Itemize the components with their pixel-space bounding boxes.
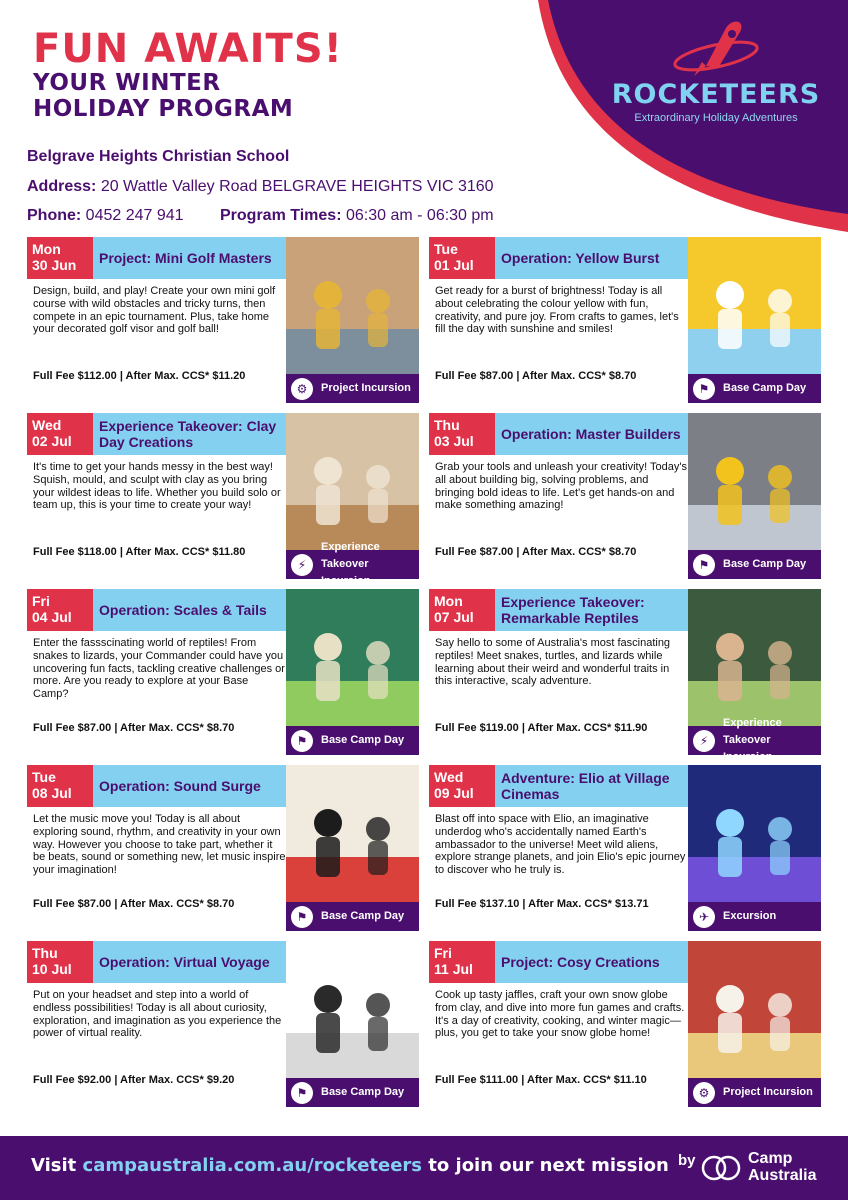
day-of-week: Fri bbox=[32, 593, 50, 609]
activity-title bbox=[495, 413, 688, 455]
activity-type-badge bbox=[688, 374, 821, 403]
day-of-week: Tue bbox=[434, 241, 458, 257]
day-of-week: Wed bbox=[32, 417, 62, 433]
activity-type-badge bbox=[286, 902, 419, 931]
activity-description: Get ready for a burst of brightness! Today is all about celebrating the colour yellow with fun, creativity, and pure joy. From crafts to games, let's fill the day with sunshine and smiles! bbox=[435, 285, 679, 336]
address-label: Address: bbox=[27, 178, 97, 195]
program-headline bbox=[33, 28, 343, 122]
activity-type-badge bbox=[688, 717, 821, 763]
cta-suffix: to join our next mission bbox=[422, 1155, 669, 1176]
activity-type-label: Excursion bbox=[723, 910, 777, 922]
address-line bbox=[27, 178, 494, 196]
headline-subtitle-line2: HOLIDAY PROGRAM bbox=[33, 96, 294, 122]
activity-title-text: Adventure: Elio at Village Cinemas bbox=[501, 770, 670, 802]
day-card bbox=[429, 413, 821, 579]
footer-bar bbox=[0, 1136, 848, 1200]
activity-title-text: Operation: Master Builders bbox=[501, 426, 681, 442]
gear-icon: ⚙ bbox=[291, 378, 313, 400]
headline-subtitle-line1: YOUR WINTER bbox=[33, 70, 221, 96]
day-date: 02 Jul bbox=[32, 433, 72, 449]
rocket-logo-icon bbox=[666, 18, 766, 78]
activity-photo bbox=[688, 589, 821, 726]
activity-fees: Full Fee $137.10 | After Max. CCS* $13.71 bbox=[435, 898, 649, 910]
activity-fees: Full Fee $112.00 | After Max. CCS* $11.20 bbox=[33, 370, 246, 382]
activity-title bbox=[495, 237, 688, 279]
activity-title-text: Experience Takeover: Clay Day Creations bbox=[99, 418, 277, 450]
activity-photo bbox=[688, 413, 821, 550]
activity-title-text: Project: Mini Golf Masters bbox=[99, 250, 272, 266]
activity-description: Enter the fassscinating world of reptiles! From snakes to lizards, your Commander could have you uncovering fun facts, tackling creative challenges or more. Are you ready to explore at your Base Camp? bbox=[33, 637, 285, 701]
rocket-icon: ✈ bbox=[693, 906, 715, 928]
program-times-value: 06:30 am - 06:30 pm bbox=[345, 207, 494, 224]
day-card bbox=[27, 237, 419, 403]
day-card bbox=[27, 413, 419, 587]
activity-type-label: Base Camp Day bbox=[723, 558, 807, 570]
activity-description: Design, build, and play! Create your own mini golf course with wild obstacles and tricky turns, then compete in an epic tournament. Plus, take home your decorated golf visor and golf ball! bbox=[33, 285, 276, 336]
day-card bbox=[429, 589, 821, 763]
partner-name-line2: Australia bbox=[748, 1167, 817, 1184]
day-date: 01 Jul bbox=[434, 257, 474, 273]
activity-description: Let the music move you! Today is all about exploring sound, rhythm, and creativity in your own way. However you choose to take part, whether it be beats, sound or something new, let music inspire your imagination! bbox=[33, 813, 286, 877]
flag-icon: ⚑ bbox=[693, 554, 715, 576]
cta-link[interactable]: campaustralia.com.au/rocketeers bbox=[82, 1155, 423, 1176]
activity-fees: Full Fee $118.00 | After Max. CCS* $11.80 bbox=[33, 546, 246, 558]
partner-name bbox=[748, 1150, 816, 1184]
activity-type-label: Base Camp Day bbox=[321, 910, 405, 922]
day-date-badge bbox=[429, 941, 495, 983]
by-label: by bbox=[678, 1152, 696, 1169]
activity-type-badge bbox=[688, 1078, 821, 1107]
activity-type-badge bbox=[688, 902, 821, 931]
brand-name: ROCKETEERS bbox=[611, 79, 821, 110]
day-card bbox=[429, 237, 821, 403]
activity-title bbox=[93, 589, 286, 631]
day-date-badge bbox=[429, 589, 495, 631]
lightning-icon: ⚡ bbox=[291, 554, 313, 576]
activity-fees: Full Fee $92.00 | After Max. CCS* $9.20 bbox=[33, 1074, 235, 1086]
activity-description: Say hello to some of Australia's most fascinating reptiles! Meet snakes, turtles, and lizards while learning about their weird and wonderful traits in this interactive, scaly adventure. bbox=[435, 637, 671, 688]
activity-type-badge bbox=[286, 541, 419, 587]
activity-fees: Full Fee $119.00 | After Max. CCS* $11.90 bbox=[435, 722, 648, 734]
activity-title bbox=[93, 765, 286, 807]
activity-photo bbox=[286, 237, 419, 374]
activity-type-label: Base Camp Day bbox=[321, 1086, 405, 1098]
activity-description: Grab your tools and unleash your creativity! Today's all about building big, solving problems, and bringing bold ideas to life. Let's get hands-on and make something amazing! bbox=[435, 461, 687, 512]
address-value: 20 Wattle Valley Road BELGRAVE HEIGHTS VIC 3160 bbox=[100, 178, 494, 195]
activity-title-text: Operation: Scales & Tails bbox=[99, 602, 267, 618]
activity-type-label: Experience Takeover Incursion bbox=[321, 541, 380, 587]
day-date: 10 Jul bbox=[32, 961, 72, 977]
day-date-badge bbox=[27, 589, 93, 631]
activity-type-label: Project Incursion bbox=[321, 382, 411, 394]
activity-type-label: Base Camp Day bbox=[723, 382, 807, 394]
activity-title bbox=[495, 589, 688, 631]
day-date: 09 Jul bbox=[434, 785, 474, 801]
phone-label: Phone: bbox=[27, 207, 82, 224]
day-card bbox=[429, 941, 821, 1107]
activity-fees: Full Fee $87.00 | After Max. CCS* $8.70 bbox=[435, 546, 637, 558]
day-date-badge bbox=[429, 237, 495, 279]
day-of-week: Tue bbox=[32, 769, 56, 785]
headline-title: FUN AWAITS! bbox=[33, 26, 343, 72]
phone-value: 0452 247 941 bbox=[85, 207, 184, 224]
day-date-badge bbox=[27, 941, 93, 983]
activity-fees: Full Fee $87.00 | After Max. CCS* $8.70 bbox=[33, 898, 235, 910]
phone-line bbox=[27, 207, 184, 225]
flag-icon: ⚑ bbox=[291, 906, 313, 928]
day-date: 03 Jul bbox=[434, 433, 474, 449]
day-of-week: Mon bbox=[434, 593, 463, 609]
flag-icon: ⚑ bbox=[693, 378, 715, 400]
activity-type-label: Project Incursion bbox=[723, 1086, 813, 1098]
activity-description: Cook up tasty jaffles, craft your own snow globe from clay, and dive into more fun games and crafts. It's a day of creativity, cooking, and winter magic—plus, you get to take your snow globe home! bbox=[435, 989, 685, 1040]
rocketeers-brand bbox=[598, 18, 834, 138]
day-date-badge bbox=[429, 765, 495, 807]
day-of-week: Wed bbox=[434, 769, 464, 785]
activity-fees: Full Fee $111.00 | After Max. CCS* $11.10 bbox=[435, 1074, 647, 1086]
day-date-badge bbox=[429, 413, 495, 455]
activity-photo bbox=[286, 589, 419, 726]
day-of-week: Thu bbox=[32, 945, 58, 961]
activity-title-text: Operation: Sound Surge bbox=[99, 778, 261, 794]
activity-title-text: Project: Cosy Creations bbox=[501, 954, 660, 970]
activity-fees: Full Fee $87.00 | After Max. CCS* $8.70 bbox=[33, 722, 235, 734]
day-of-week: Fri bbox=[434, 945, 452, 961]
gear-icon: ⚙ bbox=[693, 1082, 715, 1104]
partner-name-line1: Camp bbox=[748, 1150, 793, 1167]
footer-cta bbox=[31, 1155, 669, 1176]
activity-photo bbox=[286, 413, 419, 550]
activity-fees: Full Fee $87.00 | After Max. CCS* $8.70 bbox=[435, 370, 637, 382]
activity-type-badge bbox=[286, 1078, 419, 1107]
activity-photo bbox=[286, 941, 419, 1078]
activity-type-badge bbox=[688, 550, 821, 579]
day-date: 11 Jul bbox=[434, 961, 473, 977]
day-of-week: Thu bbox=[434, 417, 460, 433]
camp-australia-logo-icon bbox=[700, 1152, 744, 1184]
day-date-badge bbox=[27, 765, 93, 807]
activity-type-label: Experience Takeover Incursion bbox=[723, 717, 782, 763]
activity-title-text: Experience Takeover: Remarkable Reptiles bbox=[501, 594, 645, 626]
day-card bbox=[27, 941, 419, 1107]
cta-prefix: Visit bbox=[31, 1155, 83, 1176]
day-card bbox=[27, 765, 419, 931]
activity-title-text: Operation: Virtual Voyage bbox=[99, 954, 270, 970]
flag-icon: ⚑ bbox=[291, 730, 313, 752]
activity-title bbox=[93, 941, 286, 983]
brand-tagline: Extraordinary Holiday Adventures bbox=[634, 112, 798, 124]
activity-description: It's time to get your hands messy in the best way! Squish, mould, and sculpt with clay as you bring your wildest ideas to life. Whether you build solo or team up, this is your time to create your way! bbox=[33, 461, 281, 512]
day-date: 08 Jul bbox=[32, 785, 72, 801]
school-name: Belgrave Heights Christian School bbox=[27, 148, 290, 165]
activity-type-badge bbox=[286, 374, 419, 403]
day-date: 07 Jul bbox=[434, 609, 474, 625]
day-date-badge bbox=[27, 237, 93, 279]
program-times-line bbox=[220, 207, 494, 225]
activity-title-text: Operation: Yellow Burst bbox=[501, 250, 660, 266]
day-card bbox=[429, 765, 821, 931]
day-card bbox=[27, 589, 419, 755]
activity-photo bbox=[688, 765, 821, 902]
activity-type-label: Base Camp Day bbox=[321, 734, 405, 746]
flag-icon: ⚑ bbox=[291, 1082, 313, 1104]
activity-title bbox=[93, 237, 286, 279]
day-date-badge bbox=[27, 413, 93, 455]
activity-description: Blast off into space with Elio, an imaginative underdog who's accidentally named Earth's ambassador to the universe! Meet wild aliens, explore strange planets, and join Elio's epic journey to discover who he truly is. bbox=[435, 813, 686, 877]
activity-photo bbox=[286, 765, 419, 902]
day-date: 04 Jul bbox=[32, 609, 72, 625]
activity-title bbox=[495, 941, 688, 983]
program-times-label: Program Times: bbox=[220, 207, 342, 224]
activity-photo bbox=[688, 237, 821, 374]
activity-type-badge bbox=[286, 726, 419, 755]
activity-title bbox=[495, 765, 688, 807]
lightning-icon: ⚡ bbox=[693, 730, 715, 752]
activity-photo bbox=[688, 941, 821, 1078]
day-of-week: Mon bbox=[32, 241, 61, 257]
day-date: 30 Jun bbox=[32, 257, 77, 273]
activity-title bbox=[93, 413, 286, 455]
activity-description: Put on your headset and step into a world of endless possibilities! Today is all about curiosity, exploration, and imagination as you experience the power of virtual reality. bbox=[33, 989, 282, 1040]
